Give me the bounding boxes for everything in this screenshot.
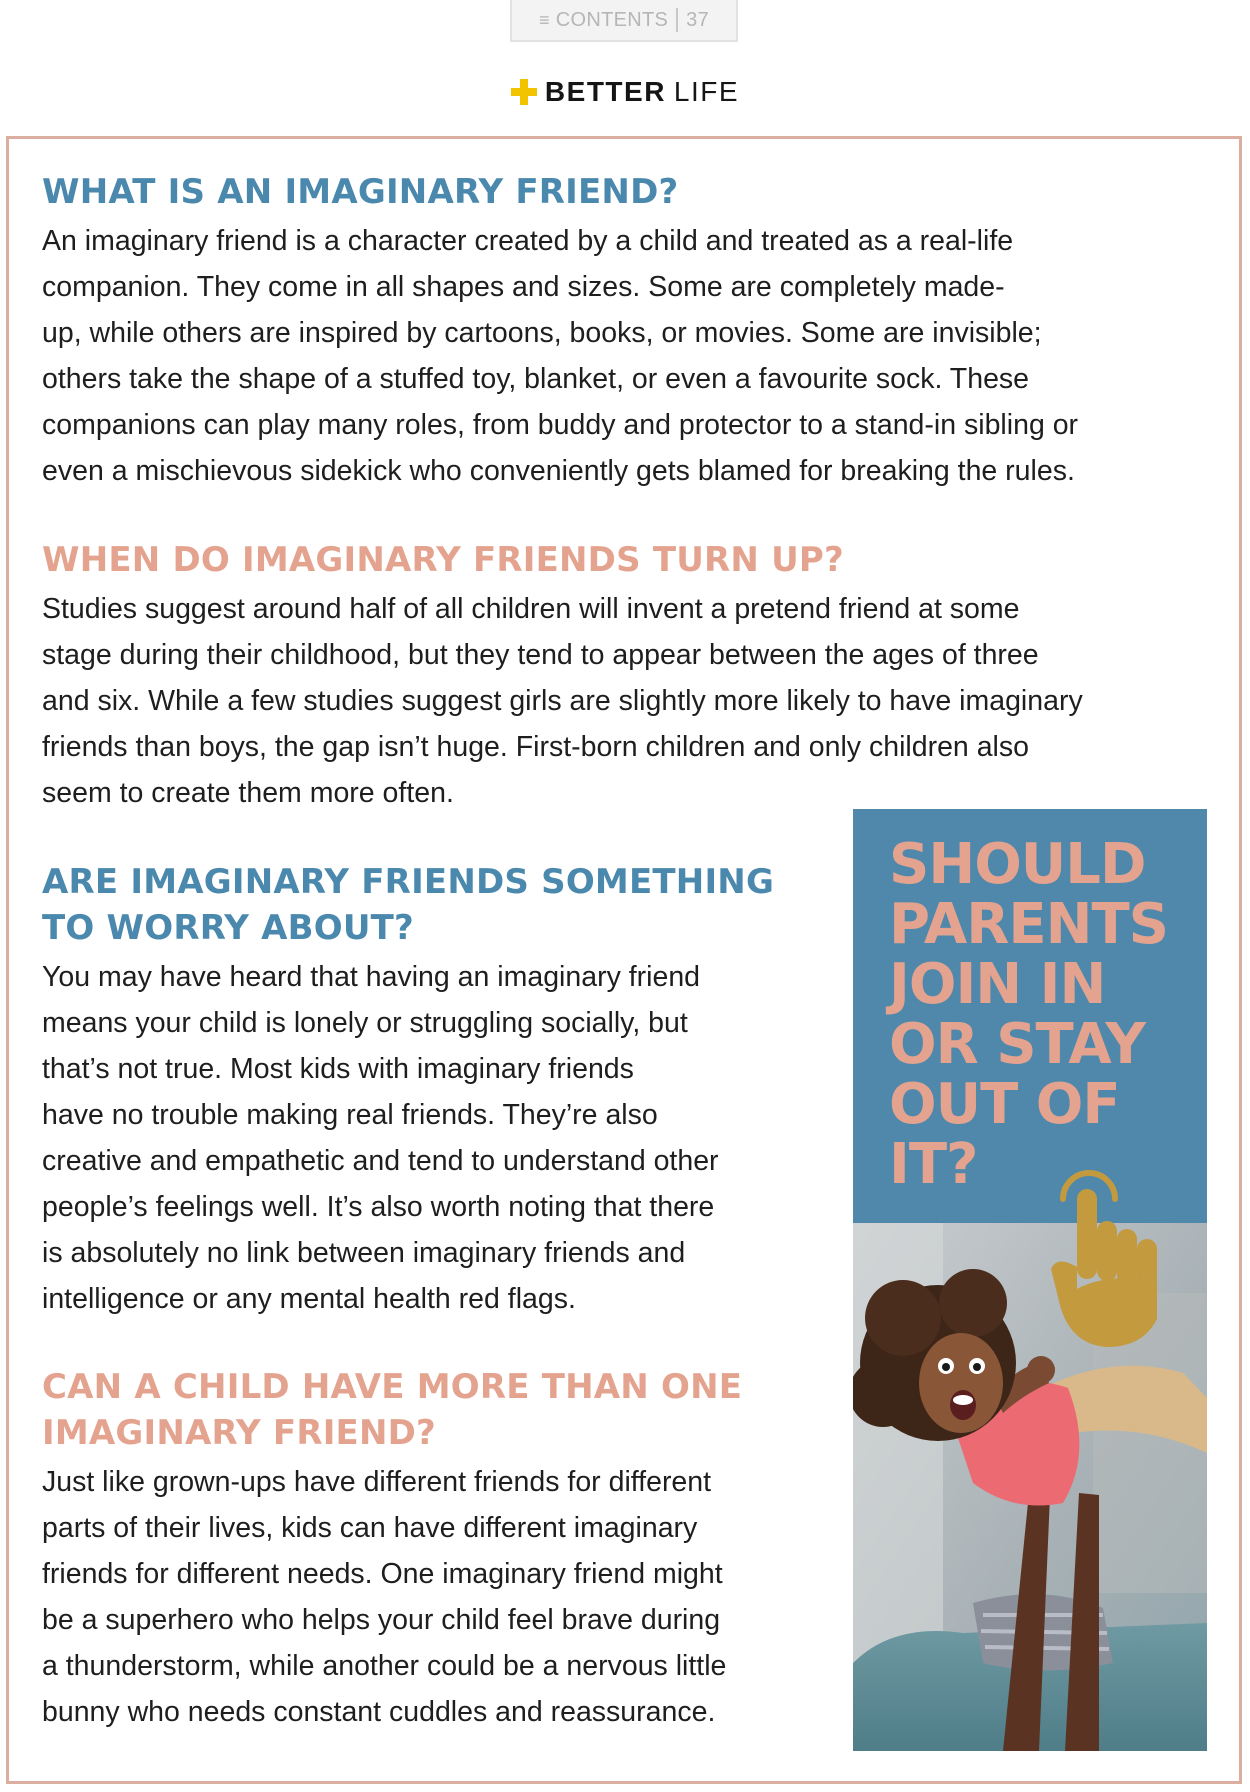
section-body-what-is: An imaginary friend is a character created by a child and treated as a real-life companion. They come in all shapes and sizes. Some are completely made- up, while others are inspired by cartoons, books, or movies. Some are invisible; others take the shape of a stuffed toy, blanket, or even a favourite sock. These companions can play many roles, from buddy and protector to a stand-in sibling or even a mischievous sidekick who conveniently gets blamed for breaking the rules. xyxy=(42,225,1079,487)
section-title-worry: ARE IMAGINARY FRIENDS SOMETHING TO WORRY ABOUT? xyxy=(42,862,775,948)
brand-bold: BETTER xyxy=(544,76,666,107)
plus-icon xyxy=(511,79,537,105)
menu-icon: ≡ xyxy=(538,9,550,30)
section-body-when: Studies suggest around half of all children will invent a pretend friend at some stage during their childhood, but they tend to appear between the ages of three and six. While a few studies suggest girls are slightly more likely to have imaginary friends than boys, the gap isn’t huge. First-born children and only children also seem to create them more often. xyxy=(42,593,1083,809)
section-brand xyxy=(0,76,1250,108)
tap-hand-icon xyxy=(1043,1159,1173,1349)
divider xyxy=(676,8,678,32)
section-title-what-is: WHAT IS AN IMAGINARY FRIEND? xyxy=(42,172,679,212)
brand-light: LIFE xyxy=(673,76,740,107)
section-body-more-than-one: Just like grown-ups have different friends for different parts of their lives, kids can have different imaginary friends for different needs. One imaginary friend might be a superhero who helps your child feel brave during a thunderstorm, while another could be a nervous little bunny who needs constant cuddles and reassurance. xyxy=(42,1466,727,1728)
section-title-more-than-one: CAN A CHILD HAVE MORE THAN ONE IMAGINARY FRIEND? xyxy=(42,1367,743,1453)
contents-label: CONTENTS xyxy=(555,8,669,31)
sidebar-heading: SHOULD PARENTS JOIN IN OR STAY OUT OF IT? xyxy=(889,832,1169,1197)
section-body-worry: You may have heard that having an imaginary friend means your child is lonely or struggling socially, but that’s not true. Most kids with imaginary friends have no trouble making real friends. They’re also creative and empathetic and tend to understand other people’s feelings well. It’s also worth noting that there is absolutely no link between imaginary friends and intelligence or any mental health red flags. xyxy=(42,961,719,1315)
contents-tab[interactable] xyxy=(510,0,738,42)
section-title-when: WHEN DO IMAGINARY FRIENDS TURN UP? xyxy=(42,540,844,580)
page-number: 37 xyxy=(686,8,710,31)
sidebar-callout[interactable] xyxy=(853,809,1207,1751)
